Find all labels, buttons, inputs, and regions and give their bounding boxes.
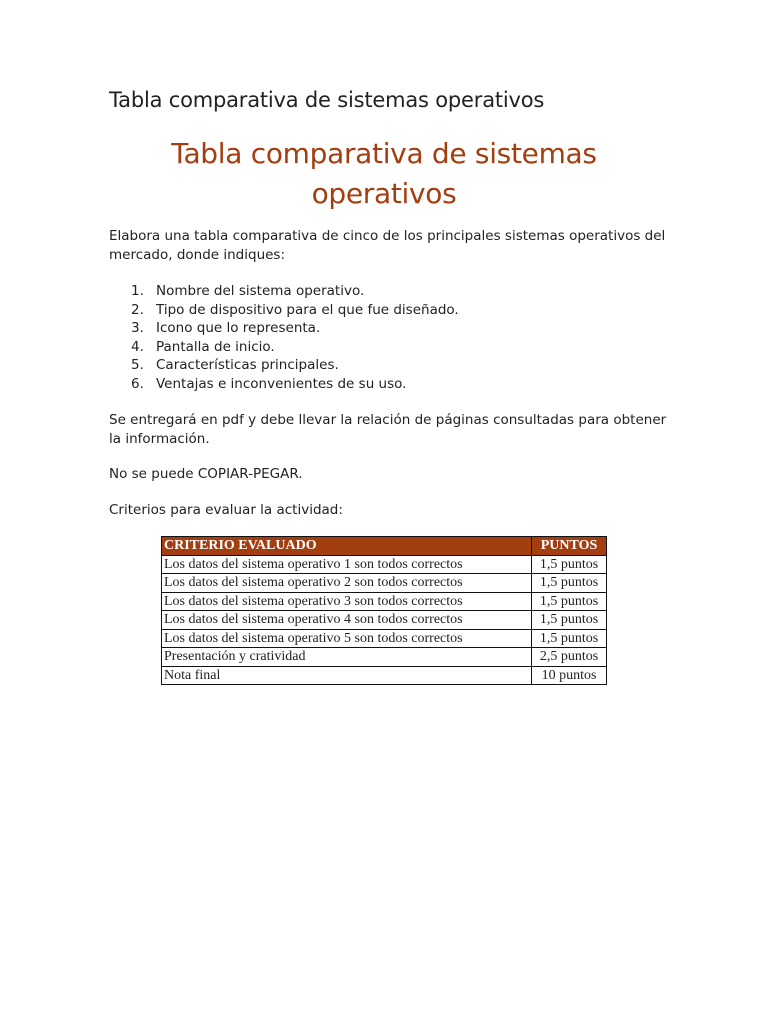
points-cell: 10 puntos bbox=[532, 666, 607, 685]
list-item bbox=[109, 338, 459, 357]
delivery-paragraph: Se entregará en pdf y debe llevar la relación de páginas consultadas para obtener la información. bbox=[109, 412, 667, 447]
criterion-cell: Los datos del sistema operativo 3 son todos correctos bbox=[162, 592, 532, 611]
table-row bbox=[162, 611, 607, 630]
column-header-points: PUNTOS bbox=[532, 537, 607, 556]
points-cell: 1,5 puntos bbox=[532, 629, 607, 648]
table-row bbox=[162, 666, 607, 685]
list-item-text: Nombre del sistema operativo. bbox=[156, 283, 365, 299]
list-item-number: 5. bbox=[131, 357, 144, 374]
title-line-2: operativos bbox=[311, 177, 457, 210]
criterion-cell: Los datos del sistema operativo 1 son todos correctos bbox=[162, 555, 532, 574]
list-item bbox=[109, 319, 459, 338]
points-cell: 1,5 puntos bbox=[532, 611, 607, 630]
list-item-number: 3. bbox=[131, 320, 144, 337]
criterion-cell: Presentación y cratividad bbox=[162, 648, 532, 667]
list-item-text: Ventajas e inconvenientes de su uso. bbox=[156, 375, 407, 392]
points-cell: 1,5 puntos bbox=[532, 574, 607, 593]
list-item-number: 4. bbox=[131, 338, 144, 355]
table-header-row bbox=[162, 537, 607, 556]
criterion-cell: Los datos del sistema operativo 5 son todos correctos bbox=[162, 629, 532, 648]
table-row bbox=[162, 574, 607, 593]
list-item bbox=[109, 356, 459, 375]
criterion-cell: Los datos del sistema operativo 2 son todos correctos bbox=[162, 574, 532, 593]
table-row bbox=[162, 555, 607, 574]
column-header-criterion: CRITERIO EVALUADO bbox=[162, 537, 532, 556]
document-header: Tabla comparativa de sistemas operativos bbox=[109, 88, 545, 112]
no-copy-paragraph: No se puede COPIAR-PEGAR. bbox=[109, 466, 303, 482]
list-item-text: Tipo de dispositivo para el que fue diseñado. bbox=[156, 301, 459, 318]
table-row bbox=[162, 592, 607, 611]
criterion-cell: Nota final bbox=[162, 666, 532, 685]
intro-paragraph: Elabora una tabla comparativa de cinco de los principales sistemas operativos del mercado, donde indiques: bbox=[109, 228, 666, 263]
list-item bbox=[109, 375, 459, 394]
criteria-intro: Criterios para evaluar la actividad: bbox=[109, 502, 343, 518]
list-item-number: 1. bbox=[131, 283, 144, 299]
list-item-text: Icono que lo representa. bbox=[156, 320, 321, 337]
list-item-number: 6. bbox=[131, 375, 144, 392]
list-item bbox=[109, 301, 459, 320]
list-item-text: Características principales. bbox=[156, 357, 339, 374]
list-item bbox=[109, 282, 459, 301]
table-row bbox=[162, 648, 607, 667]
criterion-cell: Los datos del sistema operativo 4 son todos correctos bbox=[162, 611, 532, 630]
list-item-text: Pantalla de inicio. bbox=[156, 338, 275, 355]
list-item-number: 2. bbox=[131, 301, 144, 318]
document-title bbox=[0, 134, 768, 214]
grading-table bbox=[161, 536, 607, 685]
title-line-1: Tabla comparativa de sistemas bbox=[171, 137, 597, 170]
points-cell: 1,5 puntos bbox=[532, 592, 607, 611]
points-cell: 1,5 puntos bbox=[532, 555, 607, 574]
table-row bbox=[162, 629, 607, 648]
points-cell: 2,5 puntos bbox=[532, 648, 607, 667]
task-list bbox=[109, 282, 459, 394]
